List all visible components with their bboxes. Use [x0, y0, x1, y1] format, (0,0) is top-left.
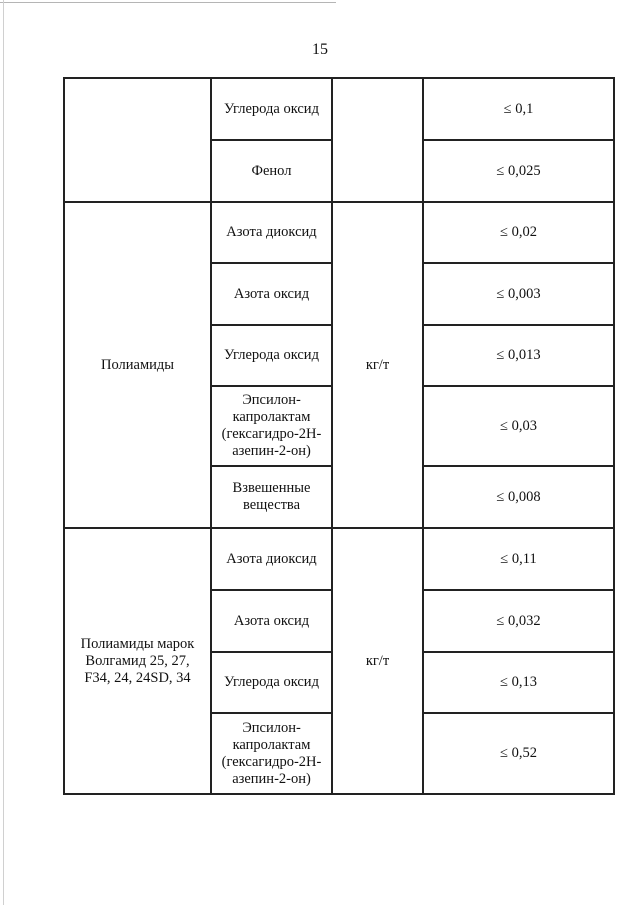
page-number: 15	[312, 41, 328, 58]
value-cell: ≤ 0,008	[423, 466, 614, 528]
substance-cell: Азота диоксид	[211, 528, 332, 590]
value-cell: ≤ 0,02	[423, 202, 614, 263]
top-edge-line	[0, 2, 336, 3]
table-row	[64, 528, 614, 590]
table-row	[64, 78, 614, 140]
substance-cell: Азота оксид	[211, 263, 332, 325]
unit-cell	[332, 78, 423, 202]
category-cell: Полиамиды марок Волгамид 25, 27, F34, 24, 24SD, 34	[64, 528, 211, 794]
substance-cell: Углерода оксид	[211, 652, 332, 713]
value-cell: ≤ 0,025	[423, 140, 614, 202]
substance-cell: Эпсилон-капролактам (гексагидро-2Н-азепин-2-он)	[211, 386, 332, 466]
substance-cell: Азота оксид	[211, 590, 332, 652]
value-cell: ≤ 0,1	[423, 78, 614, 140]
substance-cell: Взвешенные вещества	[211, 466, 332, 528]
substance-cell: Фенол	[211, 140, 332, 202]
unit-cell: кг/т	[332, 202, 423, 528]
value-cell: ≤ 0,52	[423, 713, 614, 794]
emissions-table	[63, 77, 615, 795]
category-cell	[64, 78, 211, 202]
value-cell: ≤ 0,11	[423, 528, 614, 590]
unit-cell: кг/т	[332, 528, 423, 794]
category-cell: Полиамиды	[64, 202, 211, 528]
value-cell: ≤ 0,032	[423, 590, 614, 652]
left-edge-line	[3, 0, 4, 905]
substance-cell: Углерода оксид	[211, 325, 332, 386]
substance-cell: Углерода оксид	[211, 78, 332, 140]
table-row	[64, 202, 614, 263]
value-cell: ≤ 0,013	[423, 325, 614, 386]
substance-cell: Азота диоксид	[211, 202, 332, 263]
value-cell: ≤ 0,003	[423, 263, 614, 325]
value-cell: ≤ 0,13	[423, 652, 614, 713]
substance-cell: Эпсилон-капролактам (гексагидро-2Н-азепин-2-он)	[211, 713, 332, 794]
value-cell: ≤ 0,03	[423, 386, 614, 466]
